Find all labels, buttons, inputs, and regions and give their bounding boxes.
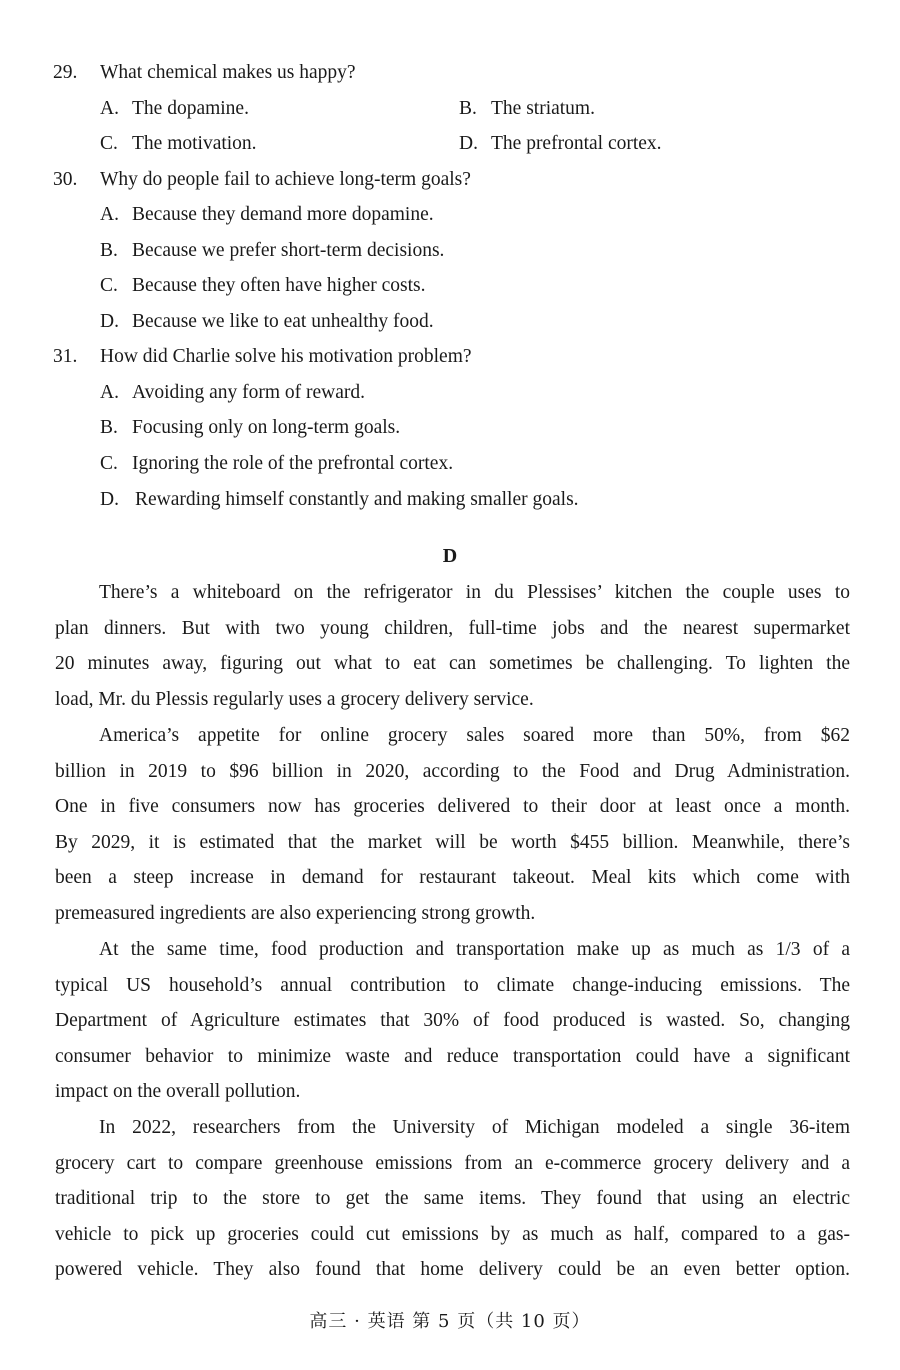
paragraph-line: powered vehicle. They also found that home delivery could be an even better option. bbox=[55, 1259, 850, 1281]
passage-paragraph-1 bbox=[55, 575, 850, 717]
option-text: Focusing only on long-term goals. bbox=[132, 417, 401, 438]
option-letter: A. bbox=[100, 382, 119, 403]
paragraph-line: At the same time, food production and transportation make up as much as 1/3 of a bbox=[99, 939, 850, 960]
paragraph-line: 20 minutes away, figuring out what to eat can sometimes be challenging. To lighten the bbox=[55, 653, 850, 675]
page-footer: 高三 · 英语 第 5 页（共 10 页） bbox=[309, 1311, 591, 1332]
section-title: D bbox=[442, 545, 458, 567]
option-text: The motivation. bbox=[132, 133, 257, 154]
option-letter: D. bbox=[100, 489, 119, 510]
option-text: The prefrontal cortex. bbox=[491, 133, 662, 154]
paragraph-line: There’s a whiteboard on the refrigerator in du Plessises’ kitchen the couple uses to bbox=[99, 582, 850, 603]
option-text: Avoiding any form of reward. bbox=[132, 382, 366, 403]
paragraph-line: plan dinners. But with two young children, full-time jobs and the nearest supermarket bbox=[55, 617, 850, 639]
option-letter: A. bbox=[100, 204, 119, 225]
option-d bbox=[459, 132, 662, 156]
option-letter: C. bbox=[100, 453, 118, 474]
option-letter: C. bbox=[100, 275, 118, 296]
paragraph-line: In 2022, researchers from the University of Michigan modeled a single 36-item bbox=[99, 1117, 850, 1138]
passage-paragraph-3 bbox=[55, 932, 850, 1110]
option-letter: B. bbox=[459, 98, 477, 119]
option-text: Because we prefer short-term decisions. bbox=[132, 240, 445, 261]
question-stem: Why do people fail to achieve long-term goals? bbox=[100, 169, 471, 190]
option-letter: B. bbox=[100, 240, 118, 261]
option-text: Because we like to eat unhealthy food. bbox=[132, 311, 434, 332]
option-b bbox=[459, 97, 595, 121]
question-number: 30. bbox=[53, 169, 78, 190]
paragraph-line: impact on the overall pollution. bbox=[55, 1081, 301, 1103]
option-text: Because they demand more dopamine. bbox=[132, 204, 434, 225]
paragraph-line: load, Mr. du Plessis regularly uses a grocery delivery service. bbox=[55, 688, 534, 710]
paragraph-line: By 2029, it is estimated that the market will be worth $455 billion. Meanwhile, there’s bbox=[55, 831, 850, 853]
option-text: The striatum. bbox=[491, 98, 595, 119]
question-stem: How did Charlie solve his motivation problem? bbox=[100, 346, 472, 367]
option-c bbox=[100, 132, 257, 156]
option-letter: A. bbox=[100, 98, 119, 119]
option-a bbox=[100, 97, 249, 121]
question-number: 31. bbox=[53, 346, 78, 367]
option-text: Ignoring the role of the prefrontal cortex. bbox=[132, 453, 454, 474]
paragraph-line: typical US household’s annual contribution to climate change-inducing emissions. The bbox=[55, 974, 850, 996]
paragraph-line: vehicle to pick up groceries could cut emissions by as much as half, compared to a gas- bbox=[55, 1223, 850, 1245]
paragraph-line: One in five consumers now has groceries delivered to their door at least once a month. bbox=[55, 796, 850, 818]
paragraph-line: America’s appetite for online grocery sales soared more than 50%, from $62 bbox=[99, 725, 850, 746]
paragraph-line: been a steep increase in demand for restaurant takeout. Meal kits which come with bbox=[55, 867, 850, 889]
paragraph-line: traditional trip to the store to get the same items. They found that using an electric bbox=[55, 1188, 850, 1210]
paragraph-line: Department of Agriculture estimates that 30% of food produced is wasted. So, changing bbox=[55, 1010, 850, 1032]
paragraph-line: grocery cart to compare greenhouse emissions from an e-commerce grocery delivery and a bbox=[55, 1152, 850, 1174]
option-letter: D. bbox=[459, 133, 478, 154]
option-text: Rewarding himself constantly and making smaller goals. bbox=[135, 489, 579, 510]
paragraph-line: premeasured ingredients are also experiencing strong growth. bbox=[55, 902, 536, 924]
passage-paragraph-2 bbox=[55, 718, 850, 932]
option-letter: C. bbox=[100, 133, 118, 154]
question-number: 29. bbox=[53, 62, 78, 83]
paragraph-line: billion in 2019 to $96 billion in 2020, according to the Food and Drug Administration. bbox=[55, 760, 850, 782]
option-text: The dopamine. bbox=[132, 98, 249, 119]
option-letter: B. bbox=[100, 417, 118, 438]
passage-paragraph-4 bbox=[55, 1110, 850, 1288]
question-stem: What chemical makes us happy? bbox=[100, 62, 356, 83]
option-letter: D. bbox=[100, 311, 119, 332]
option-text: Because they often have higher costs. bbox=[132, 275, 426, 296]
paragraph-line: consumer behavior to minimize waste and reduce transportation could have a significant bbox=[55, 1045, 850, 1067]
